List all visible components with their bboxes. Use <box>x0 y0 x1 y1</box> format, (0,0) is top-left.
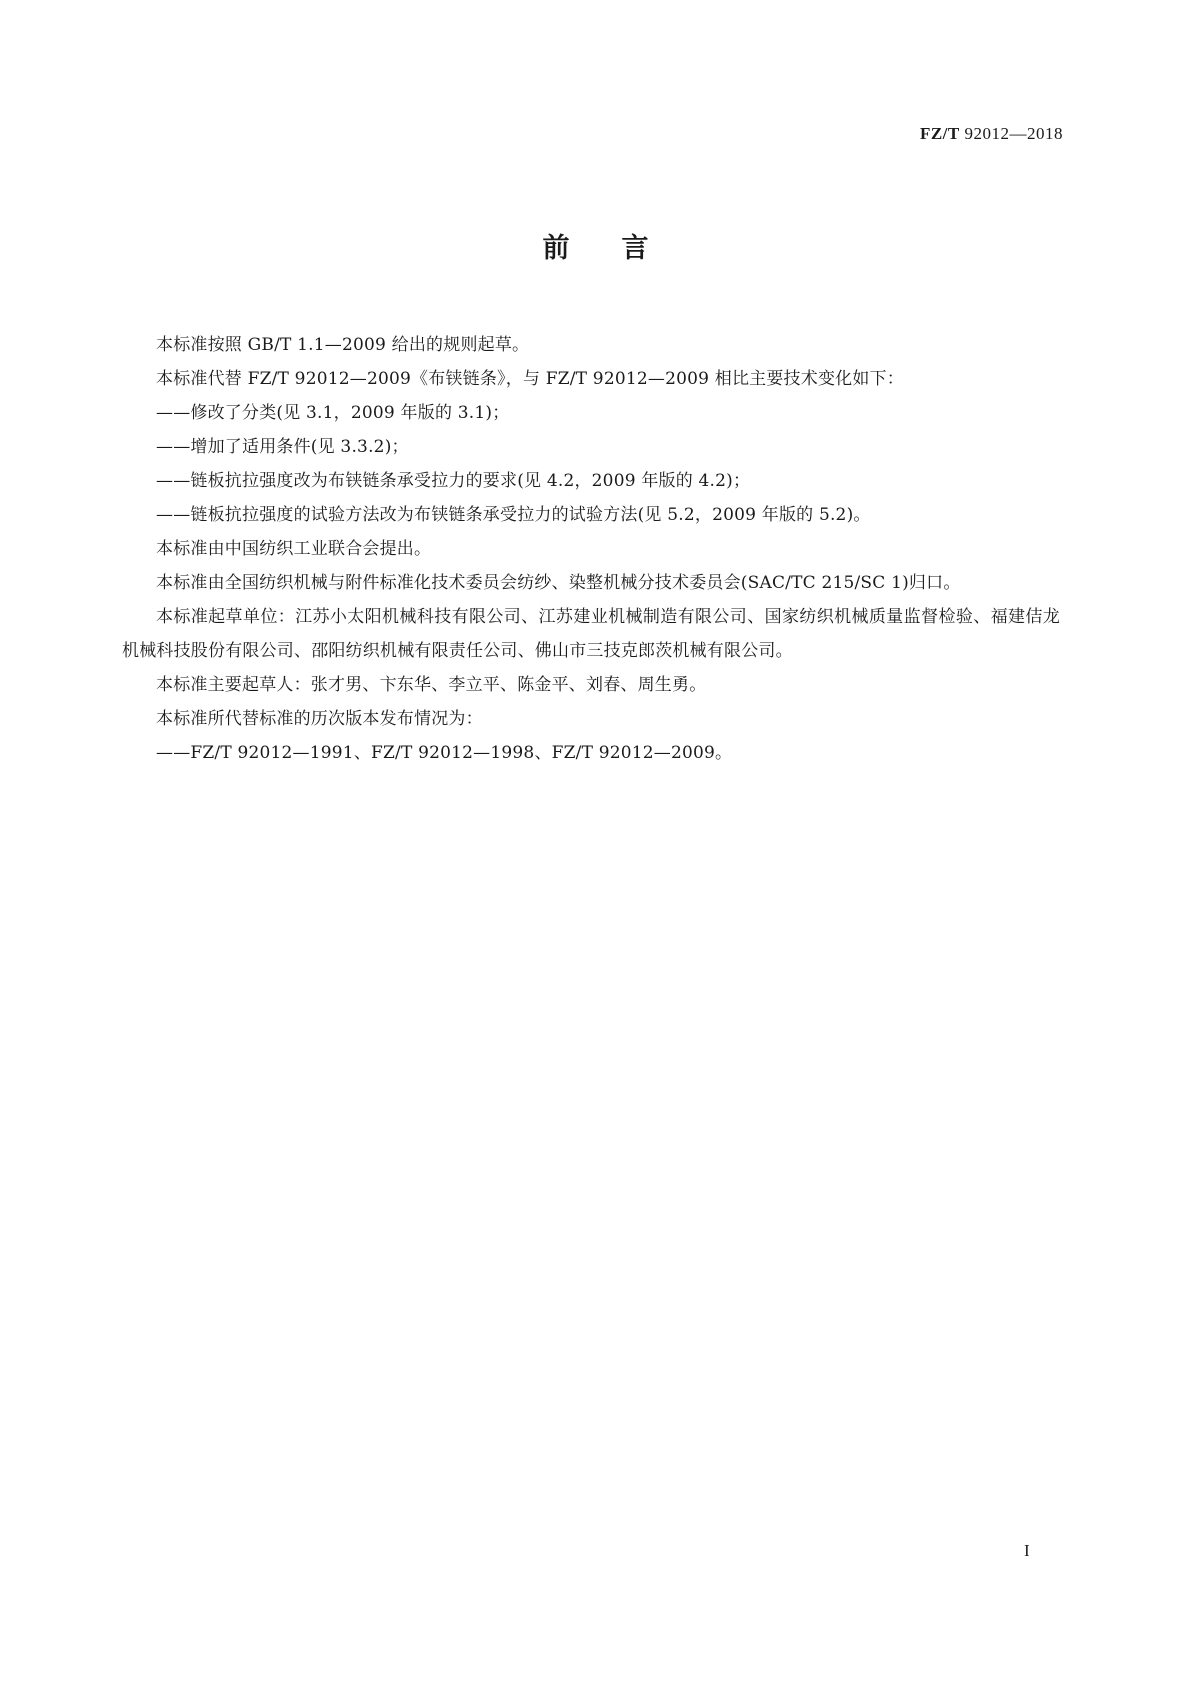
page-title: 前言 <box>542 233 701 264</box>
paragraph-drafting-units: 本标准起草单位：江苏小太阳机械科技有限公司、江苏建业机械制造有限公司、国家纺织机械质量监督检验、福建佶龙机械科技股份有限公司、邵阳纺织机械有限责任公司、佛山市三技克郎茨机械有限公司。 <box>122 607 1060 661</box>
change-item: ——链板抗拉强度的试验方法改为布铗链条承受拉力的试验方法(见 5.2，2009 年版的 5.2)。 <box>156 505 871 525</box>
page-number: I <box>1024 1541 1030 1560</box>
paragraph-drafting-rules: 本标准按照 GB/T 1.1—2009 给出的规则起草。 <box>156 335 530 355</box>
change-item: ——修改了分类(见 3.1，2009 年版的 3.1)； <box>156 403 510 423</box>
standard-code <box>920 124 1063 144</box>
paragraph-history: 本标准所代替标准的历次版本发布情况为： <box>156 709 483 729</box>
paragraph-drafters: 本标准主要起草人：张才男、卞东华、李立平、陈金平、刘春、周生勇。 <box>156 675 707 695</box>
change-item: ——链板抗拉强度改为布铗链条承受拉力的要求(见 4.2，2009 年版的 4.2)； <box>156 471 751 491</box>
history-item: ——FZ/T 92012—1991、FZ/T 92012—1998、FZ/T 92012—2009。 <box>156 743 733 763</box>
paragraph-centralized: 本标准由全国纺织机械与附件标准化技术委员会纺纱、染整机械分技术委员会(SAC/TC 215/SC 1)归口。 <box>156 573 961 593</box>
paragraph-proposer: 本标准由中国纺织工业联合会提出。 <box>156 539 432 559</box>
paragraph-replacement: 本标准代替 FZ/T 92012—2009《布铗链条》，与 FZ/T 92012—2009 相比主要技术变化如下： <box>156 369 904 389</box>
change-item: ——增加了适用条件(见 3.3.2)； <box>156 437 409 457</box>
standard-code-prefix: FZ/T <box>919 124 960 143</box>
foreword-body <box>122 328 1060 770</box>
standard-code-number: 92012—2018 <box>959 124 1063 143</box>
